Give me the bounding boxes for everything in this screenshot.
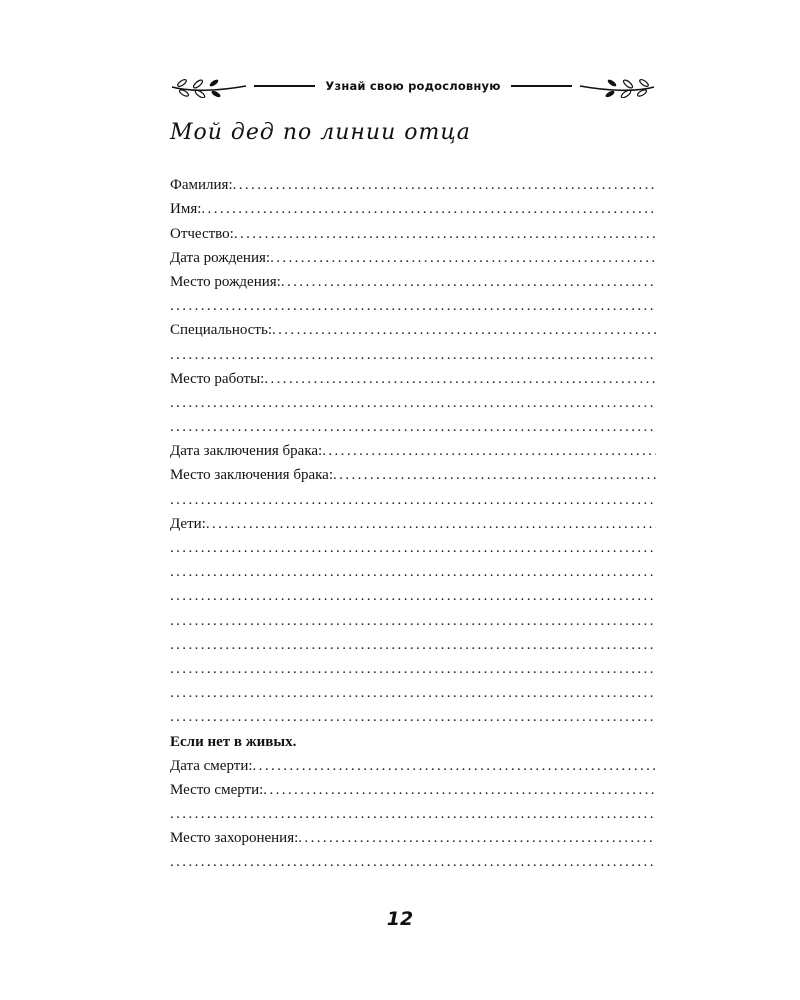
header-title: Узнай свою родословную — [325, 79, 501, 93]
form-blank-line — [170, 557, 656, 581]
form-field-row — [170, 823, 656, 847]
form-blank-line — [170, 291, 656, 315]
header-rule-right — [511, 85, 572, 86]
dotted-fill-line[interactable] — [281, 273, 656, 291]
dotted-fill-line[interactable] — [170, 805, 656, 823]
form-blank-line — [170, 605, 656, 629]
dotted-fill-line[interactable] — [170, 708, 656, 726]
laurel-branch-icon — [170, 74, 248, 98]
form-blank-line — [170, 581, 656, 605]
form-blank-line — [170, 339, 656, 363]
dotted-fill-line[interactable] — [170, 660, 656, 678]
dotted-fill-line[interactable] — [270, 249, 656, 267]
field-label: Фамилия: — [170, 177, 233, 194]
dotted-fill-line[interactable] — [333, 466, 656, 484]
dotted-fill-line[interactable] — [170, 612, 656, 630]
form-blank-line — [170, 847, 656, 871]
dotted-fill-line[interactable] — [201, 200, 656, 218]
form-field-row — [170, 243, 656, 267]
header-rule-left — [254, 85, 315, 86]
dotted-fill-line[interactable] — [170, 684, 656, 702]
form-blank-line — [170, 484, 656, 508]
field-label: Место рождения: — [170, 273, 281, 290]
dotted-fill-line[interactable] — [170, 587, 656, 605]
dotted-fill-line[interactable] — [264, 370, 656, 388]
form-blank-line — [170, 702, 656, 726]
form-blank-line — [170, 412, 656, 436]
genealogy-form — [170, 170, 656, 871]
dotted-fill-line[interactable] — [170, 853, 656, 871]
laurel-branch-icon — [578, 74, 656, 98]
form-blank-line — [170, 799, 656, 823]
form-field-row — [170, 436, 656, 460]
dotted-fill-line[interactable] — [170, 418, 656, 436]
field-label: Место захоронения: — [170, 830, 299, 847]
field-label: Дата заключения брака: — [170, 443, 323, 460]
form-field-row — [170, 509, 656, 533]
form-field-row — [170, 775, 656, 799]
form-blank-line — [170, 630, 656, 654]
dotted-fill-line[interactable] — [170, 297, 656, 315]
dotted-fill-line[interactable] — [234, 225, 656, 243]
dotted-fill-line[interactable] — [272, 321, 656, 339]
field-label: Специальность: — [170, 322, 272, 339]
field-label: Место смерти: — [170, 781, 264, 798]
form-field-row — [170, 315, 656, 339]
form-field-row — [170, 170, 656, 194]
form-field-row — [170, 751, 656, 775]
field-label: Отчество: — [170, 225, 234, 242]
dotted-fill-line[interactable] — [206, 515, 656, 533]
field-label: Дата смерти: — [170, 757, 253, 774]
field-label: Дети: — [170, 515, 206, 532]
dotted-fill-line[interactable] — [170, 636, 656, 654]
form-field-row — [170, 364, 656, 388]
form-field-row — [170, 726, 656, 750]
page-number: 12 — [386, 908, 414, 930]
dotted-fill-line[interactable] — [170, 563, 656, 581]
form-blank-line — [170, 388, 656, 412]
form-field-row — [170, 460, 656, 484]
form-blank-line — [170, 654, 656, 678]
dotted-fill-line[interactable] — [170, 539, 656, 557]
field-label: Дата рождения: — [170, 249, 271, 266]
dotted-fill-line[interactable] — [170, 346, 656, 364]
dotted-fill-line[interactable] — [263, 781, 656, 799]
dotted-fill-line[interactable] — [233, 176, 656, 194]
form-blank-line — [170, 678, 656, 702]
field-label: Имя: — [170, 201, 202, 218]
field-label: Место работы: — [170, 370, 265, 387]
form-field-row — [170, 267, 656, 291]
form-field-row — [170, 218, 656, 242]
page-heading: Мой дед по линии отца — [170, 120, 471, 145]
dotted-fill-line[interactable] — [170, 394, 656, 412]
dotted-fill-line[interactable] — [170, 491, 656, 509]
dotted-fill-line[interactable] — [253, 757, 656, 775]
field-label: Место заключения брака: — [170, 467, 334, 484]
section-note: Если нет в живых. — [170, 733, 297, 750]
running-header — [170, 72, 656, 100]
dotted-fill-line[interactable] — [322, 442, 656, 460]
dotted-fill-line[interactable] — [298, 829, 656, 847]
form-blank-line — [170, 533, 656, 557]
form-field-row — [170, 194, 656, 218]
